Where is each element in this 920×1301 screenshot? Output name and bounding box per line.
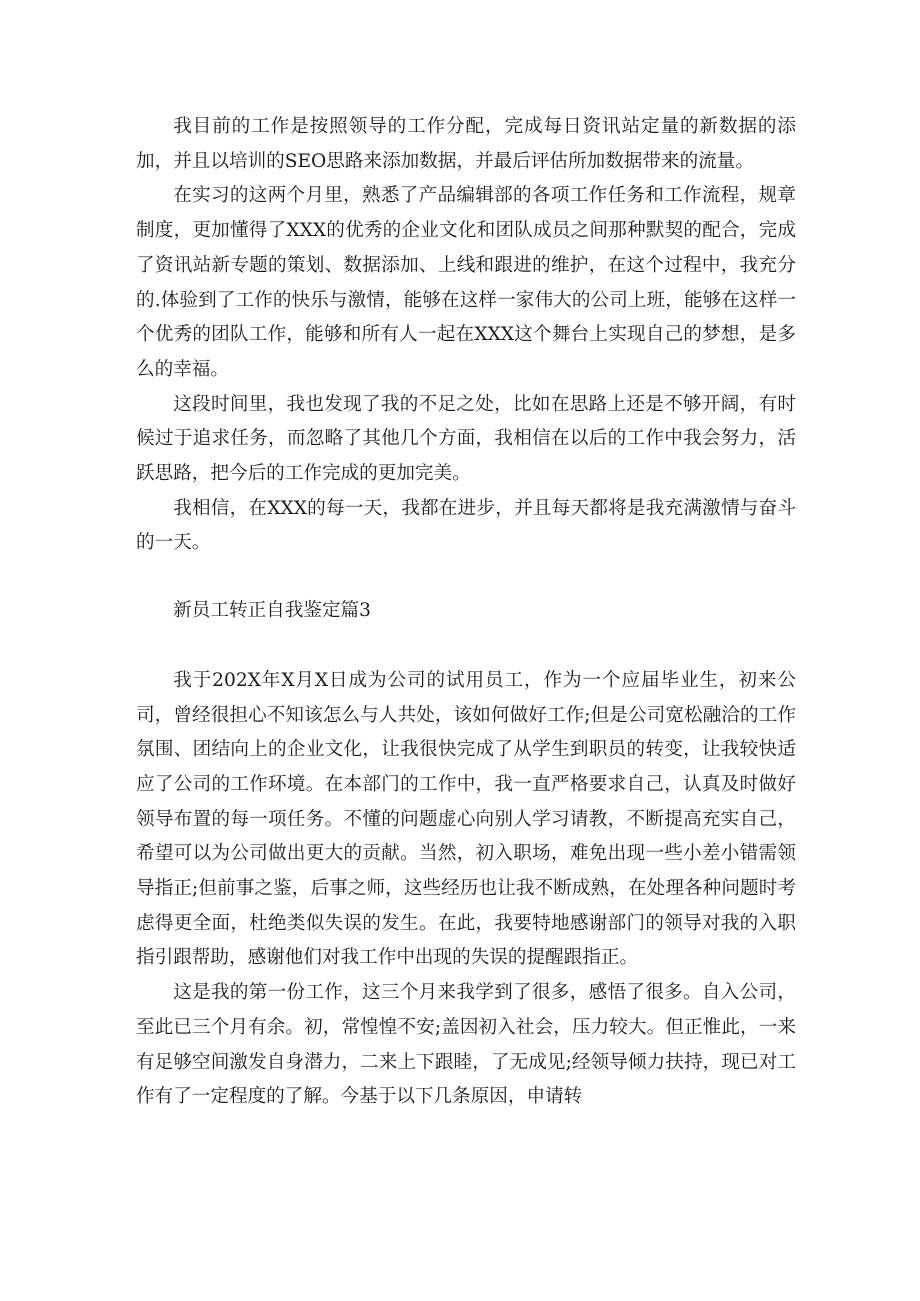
document-page [136,110,796,1115]
paragraph-probation: 我于202X年X月X日成为公司的试用员工，作为一个应届毕业生，初来公司，曾经很担心不知该怎么与人共处，该如何做好工作;但是公司宽松融洽的工作氛围、团结向上的企业文化，让我很快完成了从学生到职员的转变，让我较快适应了公司的工作环境。在本部门的工作中，我一直严格要求自己，认真及时做好领导布置的每一项任务。不懂的问题虚心向别人学习请教，不断提高充实自己，希望可以为公司做出更大的贡献。当然，初入职场，难免出现一些小差小错需领导指正;但前事之鉴，后事之师，这些经历也让我不断成熟，在处理各种问题时考虑得更全面，杜绝类似失误的发生。在此，我要特地感谢部门的领导对我的入职指引跟帮助，感谢他们对我工作中出现的失误的提醒跟指正。 [136,669,796,969]
section-heading: 新员工转正自我鉴定篇3 [173,600,371,622]
paragraph-progress: 我相信，在XXX的每一天，我都在进步，并且每天都将是我充满激情与奋斗的一天。 [136,497,796,554]
paragraph-first-job: 这是我的第一份工作，这三个月来我学到了很多，感悟了很多。自入公司，至此已三个月有余。初，常惶惶不安;盖因初入社会，压力较大。但正惟此，一来有足够空间激发自身潜力，二来上下跟睦，了无成见;经领导倾力扶持，现已对工作有了一定程度的了解。今基于以下几条原因，申请转 [136,982,796,1108]
spacer [136,561,796,594]
paragraph-shortcomings: 这段时间里，我也发现了我的不足之处，比如在思路上还是不够开阔，有时候过于追求任务，而忽略了其他几个方面，我相信在以后的工作中我会努力，活跃思路，把今后的工作完成的更加完美。 [136,393,796,485]
spacer [136,629,796,664]
paragraph-internship: 在实习的这两个月里，熟悉了产品编辑部的各项工作任务和工作流程，规章制度，更加懂得了XXX的优秀的企业文化和团队成员之间那种默契的配合，完成了资讯站新专题的策划、数据添加、上线和跟进的维护，在这个过程中，我充分的.体验到了工作的快乐与激情，能够在这样一家伟大的公司上班，能够在这样一个优秀的团队工作，能够和所有人一起在XXX这个舞台上实现自己的梦想，是多么的幸福。 [136,185,796,380]
paragraph-work-duties: 我目前的工作是按照领导的工作分配，完成每日资讯站定量的新数据的添加，并且以培训的SEO思路来添加数据，并最后评估所加数据带来的流量。 [136,116,796,172]
